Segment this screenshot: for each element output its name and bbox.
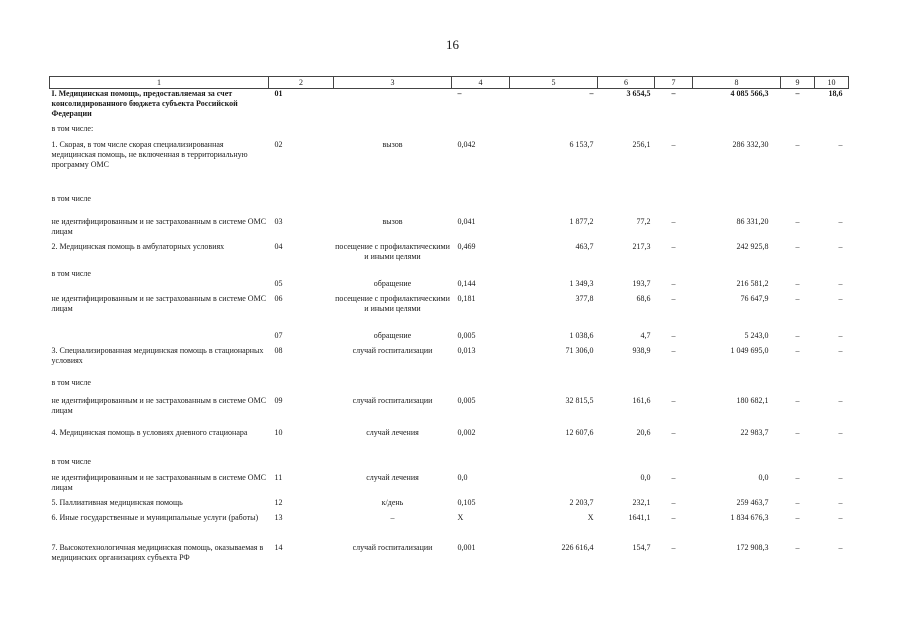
unit-of-measure: случай лечения [366,472,419,482]
percent-share: – [838,293,843,303]
row-description: в том числе: [51,123,94,133]
unit-of-measure: случай госпитализации [352,542,433,552]
row-description: 1. Скорая, в том числе скорая специализированная медицинская помощь, не включенная в территориальную программу ОМС [51,139,248,169]
cost-per-unit [510,194,598,217]
row-code: 08 [274,345,283,355]
cost-budget: 4 085 566,3 [730,89,769,98]
cost-oms [781,457,815,473]
row-code: 12 [274,497,283,507]
cost-budget: 242 925,8 [736,241,769,251]
row-description: в том числе [51,193,91,203]
unit-of-measure: случай госпитализации [352,395,433,405]
unit-of-measure [334,124,452,140]
page-number: 16 [446,37,459,52]
per-capita-norm: 0,0 [640,472,651,482]
volume-per-person: X [457,512,464,522]
per-capita-norm: 3 654,5 [626,89,651,98]
cost-oms: – [795,345,800,355]
data-table [49,76,849,578]
row-code: 11 [274,472,283,482]
per-capita-oms: – [671,241,676,251]
table-row [50,346,849,378]
row-code: 06 [274,293,283,303]
cost-budget: 5 243,0 [744,330,769,340]
per-capita-norm: 68,6 [636,293,651,303]
percent-share: – [838,216,843,226]
row-description: в том числе [51,377,91,387]
percent-share [815,124,849,140]
table-row [50,242,849,269]
percent-share [815,269,849,279]
cost-oms: – [795,89,800,98]
per-capita-norm: 232,1 [632,497,651,507]
per-capita-oms: – [671,542,676,552]
cost-budget: 76 647,9 [740,293,769,303]
cost-budget: 86 331,20 [736,216,769,226]
volume-per-person: 0,042 [457,139,476,149]
row-code: 01 [274,89,283,98]
cost-per-unit: 6 153,7 [569,139,594,149]
volume-per-person: 0,005 [457,395,476,405]
row-description: 7. Высокотехнологичная медицинская помощь, оказываемая в медицинских организациях субъекта РФ [51,542,264,562]
row-description: 5. Паллиативная медицинская помощь [51,497,183,507]
per-capita-oms: – [671,139,676,149]
row-description: не идентифицированным и не застрахованным в системе ОМС лицам [51,293,267,313]
percent-share: – [838,427,843,437]
cost-oms: – [795,293,800,303]
volume-per-person: 0,181 [457,293,476,303]
table-row [50,331,849,346]
row-code: 07 [274,330,283,340]
row-code [269,124,334,140]
per-capita-oms: – [671,278,676,288]
per-capita-oms: – [671,216,676,226]
row-code [269,269,334,279]
per-capita-norm: 256,1 [632,139,651,149]
per-capita-norm: 938,9 [632,345,651,355]
cost-oms: – [795,542,800,552]
percent-share: – [838,472,843,482]
column-number-header-row [50,77,849,89]
row-description: не идентифицированным и не застрахованным в системе ОМС лицам [51,472,267,492]
row-code: 02 [274,139,283,149]
cost-per-unit [510,269,598,279]
volume-per-person [452,124,510,140]
column-header: 8 [693,77,781,89]
row-description: 6. Иные государственные и муниципальные услуги (работы) [51,512,259,522]
cost-oms: – [795,216,800,226]
per-capita-norm [598,124,655,140]
cost-budget: 0,0 [758,472,769,482]
volume-per-person [452,269,510,279]
unit-of-measure [334,378,452,396]
row-code: 04 [274,241,283,251]
cost-per-unit: – [589,89,594,98]
column-header: 1 [50,77,269,89]
cost-oms: – [795,278,800,288]
percent-share: – [838,395,843,405]
per-capita-norm: 161,6 [632,395,651,405]
cost-per-unit: 12 607,6 [565,427,594,437]
percent-share: – [838,139,843,149]
column-header: 4 [452,77,510,89]
cost-oms: – [795,139,800,149]
row-description: 4. Медицинская помощь в условиях дневного стационара [51,427,248,437]
row-description: не идентифицированным и не застрахованным в системе ОМС лицам [51,395,267,415]
row-description: I. Медицинская помощь, предоставляемая за счет консолидированного бюджета субъекта Российской Федерации [51,89,238,118]
cost-per-unit: 1 349,3 [569,278,594,288]
per-capita-norm: 4,7 [640,330,651,340]
per-capita-oms [655,378,693,396]
row-code: 10 [274,427,283,437]
data-table-container [49,76,848,578]
percent-share: – [838,278,843,288]
per-capita-oms [655,124,693,140]
table-row [50,396,849,428]
cost-per-unit [510,124,598,140]
cost-budget: 22 983,7 [740,427,769,437]
unit-of-measure: обращение [373,278,412,288]
cost-per-unit [510,457,598,473]
cost-oms: – [795,512,800,522]
percent-share: – [838,241,843,251]
cost-oms: – [795,497,800,507]
unit-of-measure [334,194,452,217]
unit-of-measure: посещение с профилактическими и иными целями [335,293,450,313]
per-capita-norm: 1641,1 [628,512,651,522]
per-capita-oms [655,269,693,279]
per-capita-oms: – [671,497,676,507]
volume-per-person: 0,0 [457,472,468,482]
row-code [269,194,334,217]
table-row [50,473,849,498]
table-row [50,269,849,279]
cost-budget: 1 834 676,3 [730,512,769,522]
unit-of-measure: случай лечения [366,427,419,437]
row-description: не идентифицированным и не застрахованным в системе ОМС лицам [51,216,267,236]
unit-of-measure: случай госпитализации [352,345,433,355]
cost-budget [693,194,781,217]
per-capita-norm [598,457,655,473]
cost-per-unit: X [587,512,594,522]
per-capita-norm: 217,3 [632,241,651,251]
row-description [50,279,269,294]
cost-oms: – [795,330,800,340]
per-capita-oms: – [671,395,676,405]
volume-per-person: 0,002 [457,427,476,437]
unit-of-measure: к/день [381,497,404,507]
table-row [50,140,849,194]
cost-per-unit: 463,7 [575,241,594,251]
percent-share: – [838,497,843,507]
volume-per-person: 0,144 [457,278,476,288]
table-row [50,279,849,294]
cost-budget [693,378,781,396]
volume-per-person: – [457,89,462,98]
row-description: в том числе [51,456,91,466]
table-row [50,457,849,473]
per-capita-norm: 154,7 [632,542,651,552]
cost-oms: – [795,241,800,251]
unit-of-measure [334,269,452,279]
volume-per-person [452,378,510,396]
per-capita-oms: – [671,472,676,482]
percent-share: – [838,345,843,355]
unit-of-measure: посещение с профилактическими и иными целями [335,241,450,261]
percent-share [815,457,849,473]
per-capita-norm: 193,7 [632,278,651,288]
column-header: 3 [334,77,452,89]
row-code [269,457,334,473]
percent-share: 18,6 [828,89,843,98]
per-capita-oms: – [671,330,676,340]
percent-share [815,378,849,396]
row-code [269,378,334,396]
table-row [50,194,849,217]
row-description: 2. Медицинская помощь в амбулаторных условиях [51,241,225,251]
per-capita-oms: – [671,345,676,355]
row-code: 05 [274,278,283,288]
per-capita-oms: – [671,512,676,522]
per-capita-oms: – [671,293,676,303]
table-row [50,498,849,513]
cost-per-unit: 1 038,6 [569,330,594,340]
row-description [50,331,269,346]
cost-oms [781,124,815,140]
cost-per-unit: 377,8 [575,293,594,303]
per-capita-oms [655,457,693,473]
volume-per-person: 0,005 [457,330,476,340]
percent-share: – [838,330,843,340]
row-code: 03 [274,216,283,226]
volume-per-person: 0,013 [457,345,476,355]
volume-per-person [452,457,510,473]
column-header: 6 [598,77,655,89]
per-capita-oms [655,194,693,217]
cost-budget: 1 049 695,0 [730,345,769,355]
volume-per-person [452,194,510,217]
cost-budget [693,269,781,279]
per-capita-norm [598,269,655,279]
unit-of-measure: вызов [382,139,403,149]
cost-per-unit [510,378,598,396]
percent-share: – [838,512,843,522]
column-header: 7 [655,77,693,89]
per-capita-norm: 77,2 [636,216,651,226]
row-code: 14 [274,542,283,552]
table-body [50,89,849,578]
per-capita-norm [598,378,655,396]
cost-oms [781,194,815,217]
table-row [50,124,849,140]
table-row [50,513,849,543]
cost-budget [693,457,781,473]
cost-budget [693,124,781,140]
percent-share: – [838,542,843,552]
unit-of-measure [334,457,452,473]
cost-per-unit: 71 306,0 [565,345,594,355]
table-row [50,89,849,124]
per-capita-norm [598,194,655,217]
table-row [50,294,849,331]
unit-of-measure: – [390,512,395,522]
cost-budget: 216 581,2 [736,278,769,288]
cost-per-unit: 32 815,5 [565,395,594,405]
cost-oms: – [795,395,800,405]
row-description: 3. Специализированная медицинская помощь в стационарных условиях [51,345,264,365]
per-capita-oms: – [671,89,676,98]
cost-budget: 259 463,7 [736,497,769,507]
percent-share [815,194,849,217]
cost-oms: – [795,427,800,437]
cost-per-unit: 226 616,4 [561,542,594,552]
volume-per-person: 0,105 [457,497,476,507]
table-row [50,428,849,457]
volume-per-person: 0,469 [457,241,476,251]
table-row [50,217,849,242]
cost-oms: – [795,472,800,482]
cost-budget: 286 332,30 [732,139,769,149]
column-header: 5 [510,77,598,89]
cost-per-unit: 1 877,2 [569,216,594,226]
cost-oms [781,269,815,279]
table-row [50,378,849,396]
unit-of-measure [334,89,452,124]
table-row [50,543,849,578]
row-code: 13 [274,512,283,522]
cost-budget: 172 908,3 [736,542,769,552]
unit-of-measure: вызов [382,216,403,226]
row-description: в том числе [51,268,91,278]
unit-of-measure: обращение [373,330,412,340]
volume-per-person: 0,041 [457,216,476,226]
column-header: 9 [781,77,815,89]
cost-oms [781,378,815,396]
cost-per-unit [510,473,598,498]
per-capita-norm: 20,6 [636,427,651,437]
row-code: 09 [274,395,283,405]
volume-per-person: 0,001 [457,542,476,552]
column-header: 10 [815,77,849,89]
column-header: 2 [269,77,334,89]
cost-per-unit: 2 203,7 [569,497,594,507]
cost-budget: 180 682,1 [736,395,769,405]
per-capita-oms: – [671,427,676,437]
